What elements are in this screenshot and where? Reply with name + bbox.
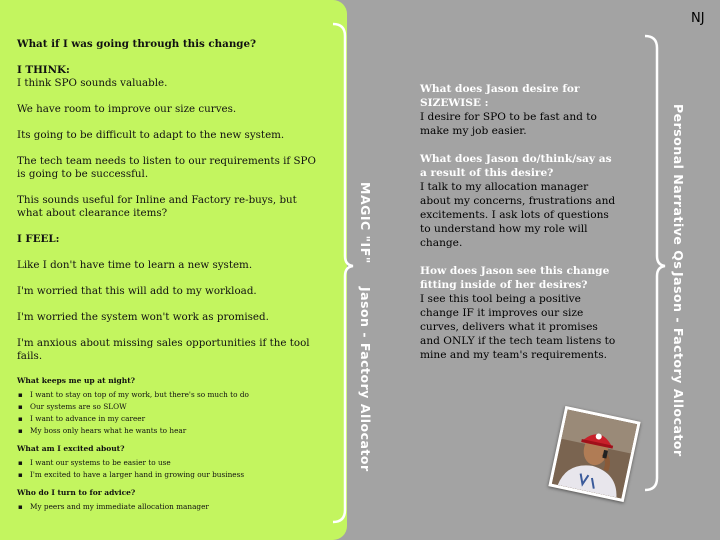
question-desire: What does Jason desire for SIZEWISE : (420, 83, 580, 109)
think-item: The tech team needs to listen to our requirements if SPO is going to be successful. (17, 155, 316, 180)
right-role-label: Jason - Factory Allocator (671, 272, 686, 457)
feel-heading: I FEEL: (17, 233, 60, 245)
list-item: ▪ I want to advance in my career (17, 413, 322, 425)
feel-item: I'm anxious about missing sales opportunities if the tool fails. (17, 337, 310, 362)
answer-actions: I talk to my allocation manager about my concerns, frustrations and excitements. I ask lots of questions to understand how my role will change. (420, 181, 616, 249)
answer-change: I see this tool being a positive change IF it improves our size curves, delivers what it promises and ONLY if the tech team listens to mine and my team's requirements. (420, 293, 616, 361)
feel-item: Like I don't have time to learn a new system. (17, 259, 253, 271)
list-item: ▪ Our systems are so SLOW (17, 401, 322, 413)
magic-if-label: MAGIC "IF" (358, 182, 373, 264)
think-heading: I THINK: (17, 64, 70, 76)
right-brace-icon (645, 36, 665, 490)
feel-item: I'm worried the system won't work as promised. (17, 311, 269, 323)
left-role-label: Jason - Factory Allocator (358, 287, 373, 472)
list-item: ▪ I'm excited to have a larger hand in growing our business (17, 469, 322, 481)
question-change: How does Jason see this change fitting inside of her desires? (420, 265, 610, 291)
corner-initials: NJ (691, 11, 705, 26)
list-item: ▪ My peers and my immediate allocation manager (17, 501, 322, 513)
night-heading: What keeps me up at night? (17, 376, 136, 385)
left-brace-icon (333, 24, 353, 522)
feel-item: I'm worried that this will add to my workload. (17, 285, 257, 297)
think-item: Its going to be difficult to adapt to the new system. (17, 129, 285, 141)
question-actions: What does Jason do/think/say as a result of this desire? (420, 153, 612, 179)
think-item: This sounds useful for Inline and Factory re-buys, but what about clearance items? (17, 194, 297, 219)
advice-heading: Who do I turn to for advice? (17, 488, 136, 497)
personal-narrative-label: Personal Narrative Qs (671, 104, 686, 270)
left-title: What if I was going through this change? (17, 38, 257, 50)
person-photo-icon (552, 409, 637, 498)
right-content (420, 82, 620, 362)
list-item: ▪ I want to stay on top of my work, but there's so much to do (17, 389, 322, 401)
list-item: ▪ I want our systems to be easier to use (17, 457, 322, 469)
answer-desire: I desire for SPO to be fast and to make my job easier. (420, 111, 597, 137)
list-item: ▪ My boss only hears what he wants to hear (17, 425, 322, 437)
think-item: I think SPO sounds valuable. (17, 77, 168, 89)
think-item: We have room to improve our size curves. (17, 103, 237, 115)
excited-heading: What am I excited about? (17, 444, 125, 453)
